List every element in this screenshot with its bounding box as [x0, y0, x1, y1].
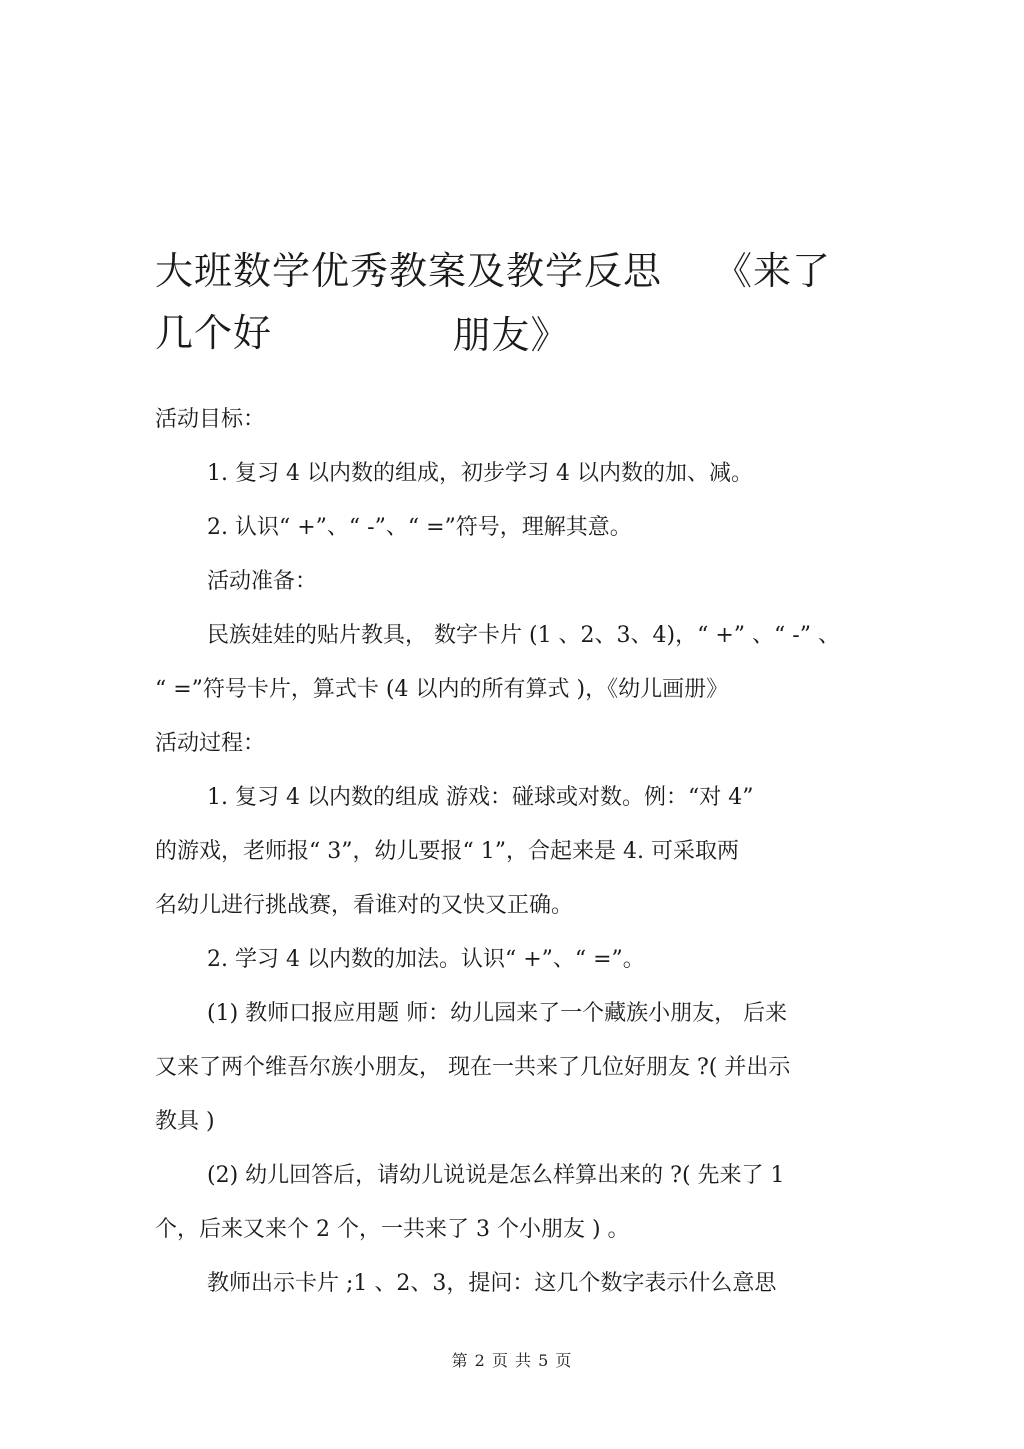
- document-title-line-2: 朋友》: [452, 313, 570, 357]
- paragraph-line: 的游戏，老师报“ 3”，幼儿要报“ 1”，合起来是 4. 可采取两: [155, 839, 739, 864]
- paragraph-line: 又来了两个维吾尔族小朋友， 现在一共来了几位好朋友 ?( 并出示: [155, 1055, 791, 1080]
- paragraph-line: 1. 复习 4 以内数的组成，初步学习 4 以内数的加、减。: [207, 461, 753, 486]
- paragraph-line: 2. 认识“ +”、“ -”、“ =”符号，理解其意。: [207, 515, 632, 540]
- paragraph-line: (2) 幼儿回答后，请幼儿说说是怎么样算出来的 ?( 先来了 1: [207, 1163, 785, 1188]
- section-heading-process: 活动过程：: [155, 731, 266, 756]
- paragraph-line: 教具 ): [155, 1109, 215, 1134]
- paragraph-line: 名幼儿进行挑战赛，看谁对的又快又正确。: [155, 893, 574, 918]
- paragraph-line: (1) 教师口报应用题 师：幼儿园来了一个藏族小朋友， 后来: [207, 1001, 788, 1026]
- title-text-continued: 《来了几个好: [155, 249, 832, 355]
- title-text: 大班数学优秀教案及教学反思: [155, 249, 663, 293]
- paragraph-line: 民族娃娃的贴片教具， 数字卡片 (1 、2、3、4)，“ +” 、“ -” 、: [207, 623, 840, 648]
- section-heading-goals: 活动目标：: [155, 407, 266, 432]
- paragraph-line: 2. 学习 4 以内数的加法。认识“ +”、“ =”。: [207, 947, 645, 972]
- paragraph-line: 教师出示卡片 ;1 、2、3，提问：这几个数字表示什么意思: [207, 1271, 777, 1296]
- paragraph-line: 个，后来又来个 2 个，一共来了 3 个小朋友 ) 。: [155, 1217, 630, 1242]
- page-number-footer: 第 2 页 共 5 页: [451, 1351, 573, 1370]
- paragraph-line: “ =”符号卡片，算式卡 (4 以内的所有算式 )，《幼儿画册》: [155, 677, 729, 702]
- paragraph-line: 1. 复习 4 以内数的组成 游戏：碰球或对数。例：“对 4”: [207, 785, 754, 810]
- section-heading-preparation: 活动准备：: [207, 569, 318, 594]
